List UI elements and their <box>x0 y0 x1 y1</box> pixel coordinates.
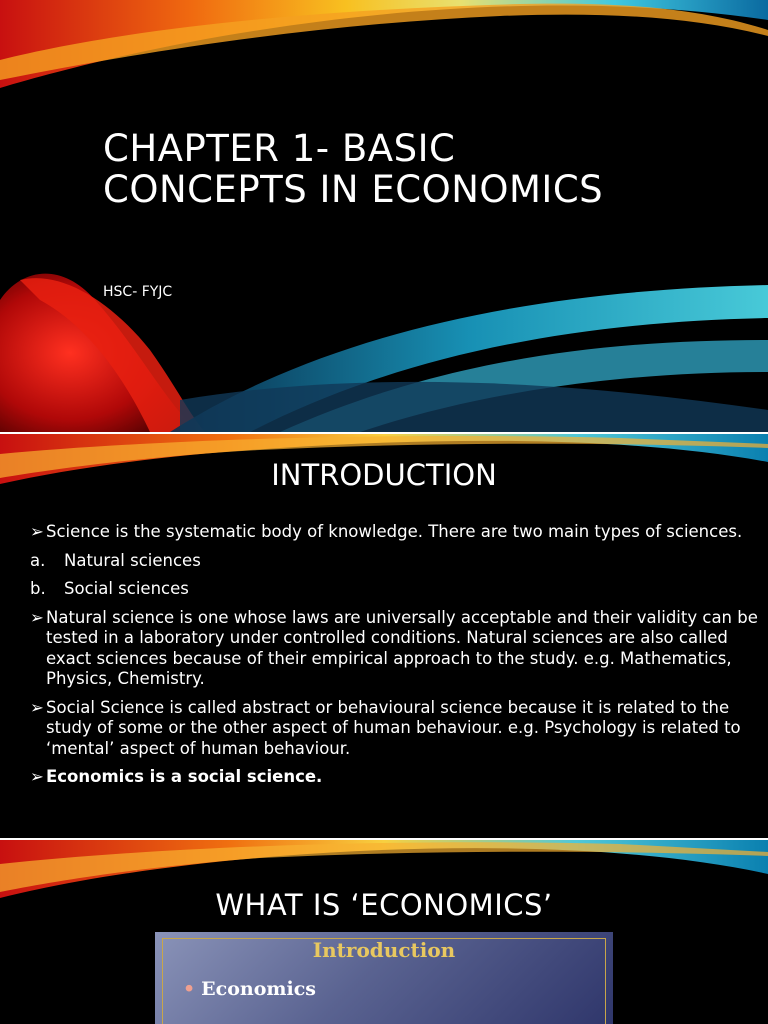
arrow-bullet-icon: ➢ <box>30 522 44 541</box>
arrow-bullet-icon: ➢ <box>30 697 44 717</box>
bullet-dot-icon: • <box>183 978 196 1000</box>
numbered-item: b. Social sciences <box>30 579 189 598</box>
title-line-1: CHAPTER 1- BASIC <box>103 127 456 170</box>
introduction-slide <box>0 434 768 838</box>
what-is-economics-slide <box>0 840 768 1024</box>
arrow-bullet-icon: ➢ <box>30 767 44 786</box>
slide-title: WHAT IS ‘ECONOMICS’ <box>215 888 553 922</box>
slide-title <box>103 128 703 210</box>
slide-title: INTRODUCTION <box>271 458 497 492</box>
bullet-list <box>30 522 760 796</box>
bullet-item: ➢ Science is the systematic body of knowledge. There are two main types of sciences. <box>30 522 743 541</box>
arrow-bullet-icon: ➢ <box>30 607 44 627</box>
bullet-item-emphasis: ➢ Economics is a social science. <box>30 767 323 786</box>
numbered-item: a. Natural sciences <box>30 550 201 570</box>
embedded-slide-item: • Economics <box>183 978 316 1000</box>
decorative-swirl-graphic <box>0 0 768 432</box>
title-line-2: CONCEPTS IN ECONOMICS <box>103 168 604 211</box>
title-slide <box>0 0 768 432</box>
slide-subtitle: HSC- FYJC <box>103 284 173 300</box>
embedded-slide-title: Introduction <box>312 938 456 962</box>
bullet-item: ➢ Natural science is one whose laws are universally acceptable and their validity can be tested in a laboratory under controlled conditions. Natural sciences are also called exact sciences because of their empirical approach to the study. e.g. Mathematics, Physics, Chemistry. <box>30 607 758 688</box>
bullet-item: ➢ Social Science is called abstract or behavioural science because it is related to the study of some or the other aspect of human behaviour. e.g. Psychology is related to ‘mental’ aspect of human behaviour. <box>30 697 741 758</box>
embedded-slide-image <box>155 932 613 1024</box>
